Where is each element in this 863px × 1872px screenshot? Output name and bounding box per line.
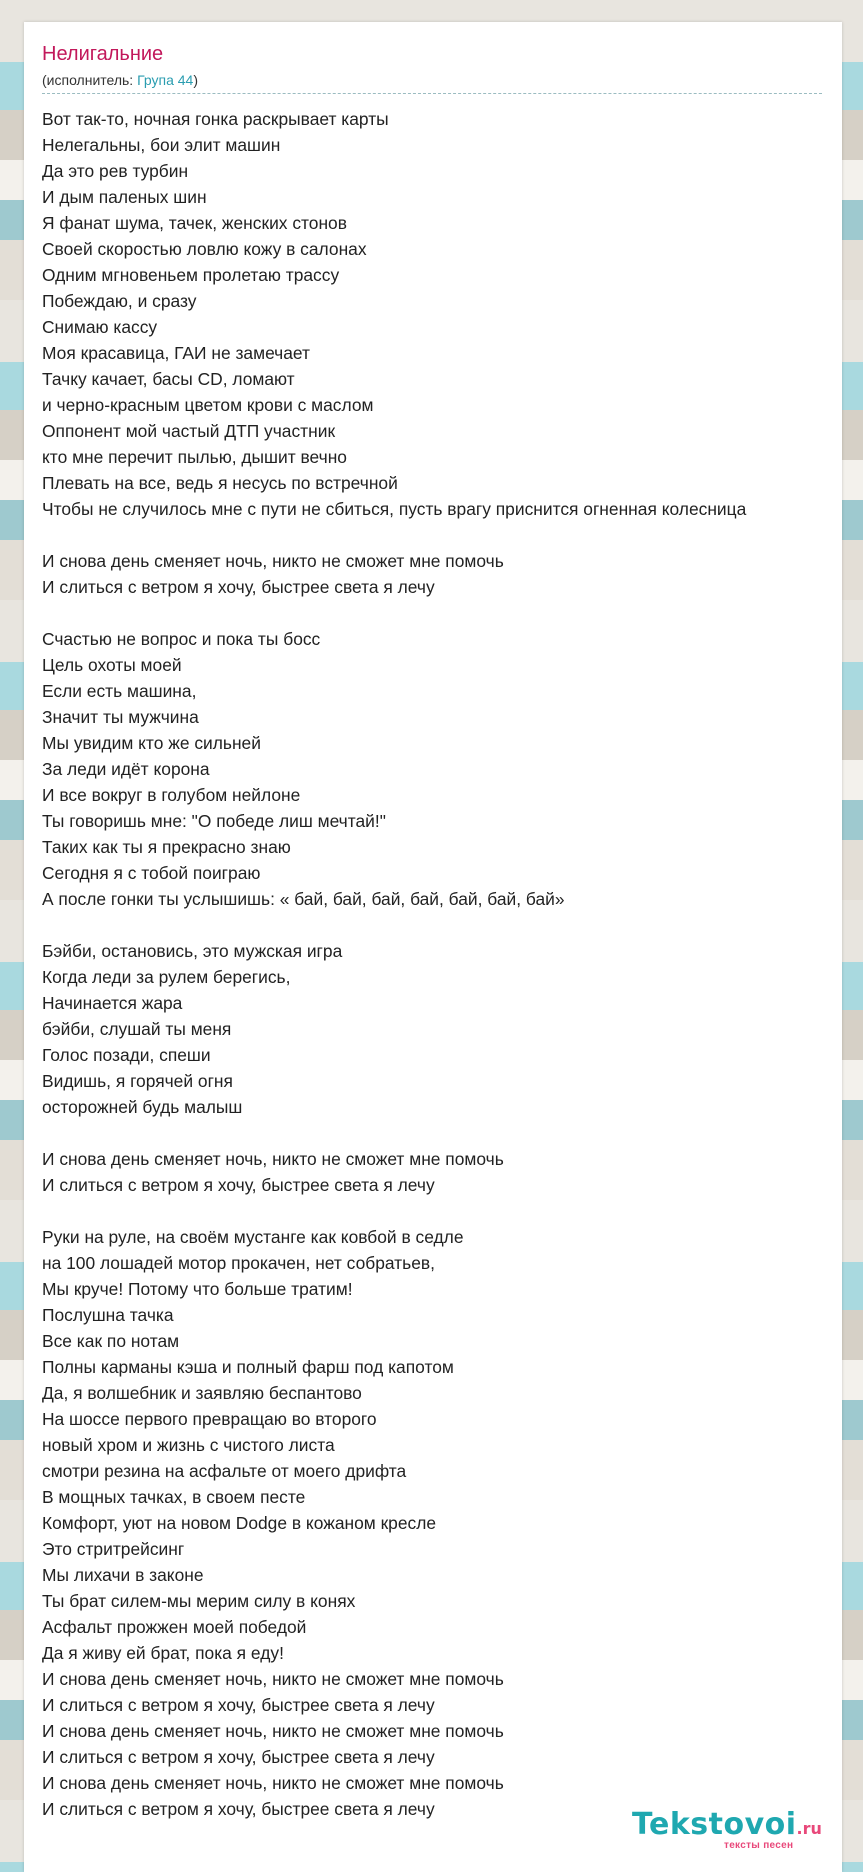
lyric-line: И дым паленых шин <box>42 187 207 207</box>
lyric-line: И слиться с ветром я хочу, быстрее света я лечу <box>42 1747 435 1767</box>
lyric-line: Своей скоростью ловлю кожу в салонах <box>42 239 367 259</box>
lyric-line: Таких как ты я прекрасно знаю <box>42 837 291 857</box>
lyric-line: Если есть машина, <box>42 681 197 701</box>
lyric-line: И слиться с ветром я хочу, быстрее света я лечу <box>42 1175 435 1195</box>
artist-suffix: ) <box>193 72 199 88</box>
artist-line <box>42 72 198 88</box>
lyric-line: Сегодня я с тобой поиграю <box>42 863 261 883</box>
stanza-break <box>42 1120 842 1146</box>
lyric-line: А после гонки ты услышишь: « бай, бай, бай, бай, бай, бай, бай» <box>42 889 565 909</box>
lyric-line: И слиться с ветром я хочу, быстрее света я лечу <box>42 1695 435 1715</box>
stanza-break <box>42 600 842 626</box>
lyric-line: осторожней будь малыш <box>42 1097 243 1117</box>
lyric-line: Да это рев турбин <box>42 161 189 181</box>
lyric-line: Мы лихачи в законе <box>42 1565 204 1585</box>
lyric-line: Ты брат силем-мы мерим силу в конях <box>42 1591 356 1611</box>
stanza-break <box>42 912 842 938</box>
lyric-line: И снова день сменяет ночь, никто не сможет мне помочь <box>42 1669 504 1689</box>
lyric-line: И снова день сменяет ночь, никто не сможет мне помочь <box>42 551 504 571</box>
lyric-line: Моя красавица, ГАИ не замечает <box>42 343 310 363</box>
lyric-line: И снова день сменяет ночь, никто не сможет мне помочь <box>42 1773 504 1793</box>
lyric-line: кто мне перечит пылью, дышит вечно <box>42 447 347 467</box>
lyric-line: смотри резина на асфальте от моего дрифта <box>42 1461 407 1481</box>
lyrics-card <box>24 22 842 1872</box>
lyric-line: Побеждаю, и сразу <box>42 291 197 311</box>
lyric-line: Плевать на все, ведь я несусь по встречной <box>42 473 398 493</box>
lyric-line: Видишь, я горячей огня <box>42 1071 233 1091</box>
lyric-line: на 100 лошадей мотор прокачен, нет собратьев, <box>42 1253 435 1273</box>
lyric-line: Это стритрейсинг <box>42 1539 185 1559</box>
lyric-line: Руки на руле, на своём мустанге как ковбой в седле <box>42 1227 464 1247</box>
song-title: Нелигальние <box>42 43 164 65</box>
lyric-line: И слиться с ветром я хочу, быстрее света я лечу <box>42 577 435 597</box>
lyric-line: Мы круче! Потому что больше тратим! <box>42 1279 353 1299</box>
lyric-line: Мы увидим кто же сильней <box>42 733 261 753</box>
stanza-break <box>42 1198 842 1224</box>
lyric-line: Значит ты мужчина <box>42 707 199 727</box>
site-logo[interactable] <box>632 1807 842 1851</box>
lyric-line: Полны карманы кэша и полный фарш под капотом <box>42 1357 454 1377</box>
lyric-line: Ты говоришь мне: "О победе лиш мечтай!" <box>42 811 386 831</box>
lyric-line: Тачку качает, басы CD, ломают <box>42 369 295 389</box>
lyric-line: Чтобы не случилось мне с пути не сбиться, пусть врагу приснится огненная колесница <box>42 499 747 519</box>
lyric-line: Бэйби, остановись, это мужская игра <box>42 941 343 961</box>
lyric-line: Одним мгновеньем пролетаю трассу <box>42 265 340 285</box>
lyric-line: Голос позади, спеши <box>42 1045 211 1065</box>
stanza-break <box>42 522 842 548</box>
lyric-line: Снимаю кассу <box>42 317 158 337</box>
divider <box>42 93 822 94</box>
lyric-line: Да я живу ей брат, пока я еду! <box>42 1643 284 1663</box>
lyric-line: Асфальт прожжен моей победой <box>42 1617 307 1637</box>
lyric-line: Нелегальны, бои элит машин <box>42 135 281 155</box>
lyric-line: И все вокруг в голубом нейлоне <box>42 785 301 805</box>
artist-prefix: (исполнитель: <box>42 72 138 88</box>
lyric-line: Все как по нотам <box>42 1331 180 1351</box>
lyric-line: И снова день сменяет ночь, никто не сможет мне помочь <box>42 1149 504 1169</box>
lyric-line: На шоссе первого превращаю во второго <box>42 1409 377 1429</box>
lyric-line: Оппонент мой частый ДТП участник <box>42 421 336 441</box>
artist-link[interactable]: Група 44 <box>137 72 194 88</box>
lyric-line: Счастью не вопрос и пока ты босс <box>42 629 321 649</box>
lyric-line: Вот так-то, ночная гонка раскрывает карты <box>42 109 389 129</box>
lyric-line: Цель охоты моей <box>42 655 182 675</box>
logo-name: Tekstovoi <box>632 1807 797 1842</box>
lyric-line: новый хром и жизнь с чистого листа <box>42 1435 335 1455</box>
lyric-line: Комфорт, уют на новом Dodge в кожаном кресле <box>42 1513 437 1533</box>
lyric-line: За леди идёт корона <box>42 759 210 779</box>
lyrics-text <box>42 106 842 1822</box>
logo-tld: .ru <box>796 1819 822 1838</box>
lyric-line: Послушна тачка <box>42 1305 174 1325</box>
lyric-line: И снова день сменяет ночь, никто не сможет мне помочь <box>42 1721 504 1741</box>
logo-tagline: тексты песен <box>724 1840 794 1851</box>
lyric-line: бэйби, слушай ты меня <box>42 1019 232 1039</box>
lyric-line: Начинается жара <box>42 993 183 1013</box>
lyric-line: Да, я волшебник и заявляю беспантово <box>42 1383 362 1403</box>
lyric-line: и черно-красным цветом крови с маслом <box>42 395 374 415</box>
lyric-line: Я фанат шума, тачек, женских стонов <box>42 213 347 233</box>
lyric-line: В мощных тачках, в своем песте <box>42 1487 306 1507</box>
lyric-line: Когда леди за рулем берегись, <box>42 967 291 987</box>
lyric-line: И слиться с ветром я хочу, быстрее света я лечу <box>42 1799 435 1819</box>
